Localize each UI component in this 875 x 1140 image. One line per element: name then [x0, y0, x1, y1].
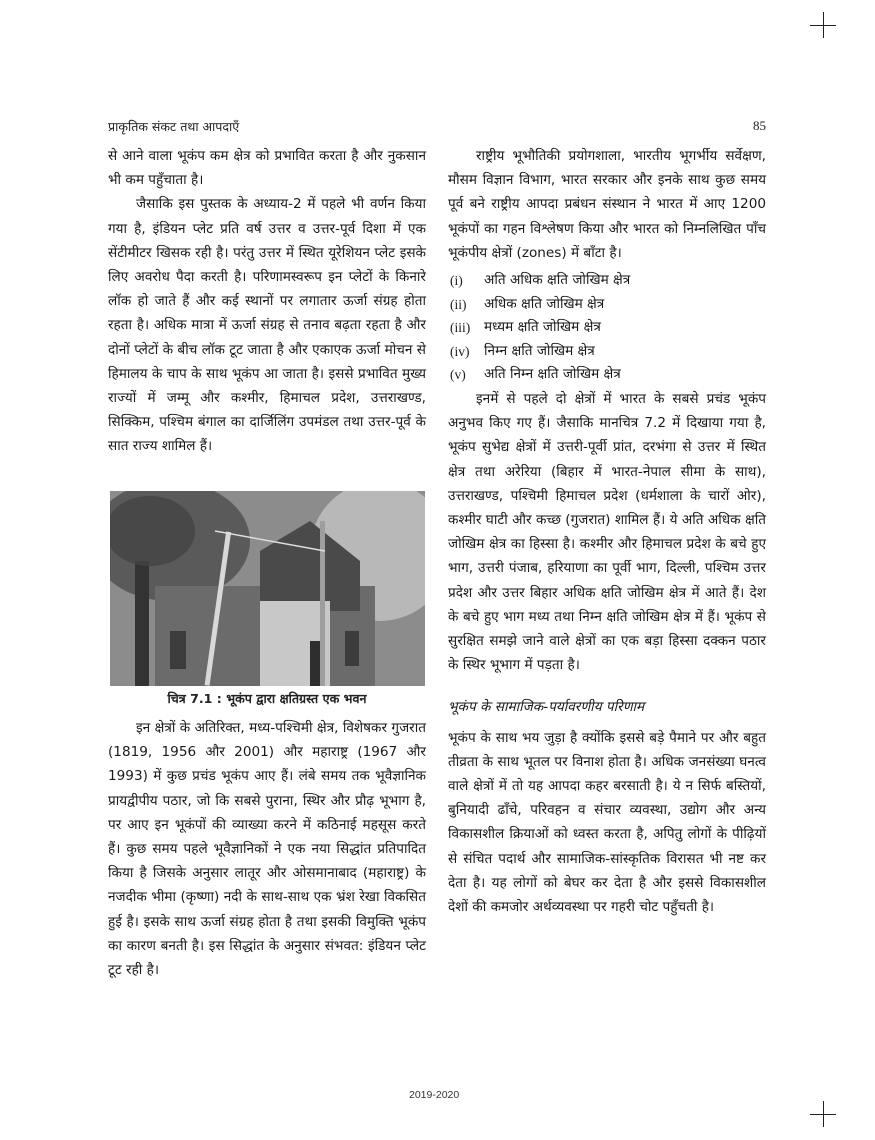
zone-item — [448, 340, 766, 364]
zone-number: (iii) — [450, 320, 471, 336]
crop-mark-bottom-right — [810, 1101, 838, 1129]
damaged-building-image — [110, 491, 425, 686]
crop-mark-top-right — [810, 12, 838, 40]
zone-label: अति निम्न क्षति जोखिम क्षेत्र — [484, 366, 621, 383]
zone-item — [448, 316, 766, 340]
zone-number: (v) — [450, 367, 466, 383]
right-paragraph-3: भूकंप के साथ भय जुड़ा है क्योंकि इससे बड़े पैमाने पर और बहुत तीव्रता के साथ भूतल पर विनाश होता है। अधिक जनसंख्या घनत्व वाले क्षेत्रों में तो यह आपदा कहर बरसाती है। ये न सिर्फ बस्तियों, बुनियादी ढाँचे, परिवहन व संचार व्यवस्था, उद्योग और अन्य विकासशील क्रियाओं को ध्वस्त करता है, अपितु लोगों के पीढ़ियों से संचित पदार्थ और सामाजिक-सांस्कृतिक विरासत भी नष्ट कर देता है। यह लोगों को बेघर कर देता है और इससे विकासशील देशों की कमजोर अर्थव्यवस्था पर गहरी चोट पहुँचती है। — [448, 729, 766, 916]
right-paragraph-1: राष्ट्रीय भूभौतिकी प्रयोगशाला, भारतीय भूगर्भीय सर्वेक्षण, मौसम विज्ञान विभाग, भारत सरकार और इनके साथ कुछ समय पूर्व बने राष्ट्रीय आपदा प्रबंधन संस्थान ने भारत में आए 1200 भूकंपों का गहन विश्लेषण किया और भारत को निम्नलिखित पाँच भूकंपीय क्षेत्रों (zones) में बाँटा है। — [448, 148, 766, 261]
section-heading: भूकंप के सामाजिक-पर्यावरणीय परिणाम — [448, 699, 645, 716]
zone-number: (iv) — [450, 343, 470, 359]
zone-item — [448, 269, 766, 293]
zone-label: निम्न क्षति जोखिम क्षेत्र — [484, 342, 595, 359]
page-number: 85 — [753, 118, 766, 133]
left-paragraph-1: से आने वाला भूकंप कम क्षेत्र को प्रभावित करता है और नुकसान भी कम पहुँचाता है। — [108, 148, 426, 189]
right-column — [448, 144, 766, 919]
zone-label: मध्यम क्षति जोखिम क्षेत्र — [484, 319, 601, 336]
right-paragraph-2: इनमें से पहले दो क्षेत्रों में भारत के सबसे प्रचंड भूकंप अनुभव किए गए हैं। जैसाकि मानचित्र 7.2 में दिखाया गया है, भूकंप सुभेद्य क्षेत्रों में उत्तरी-पूर्वी प्रांत, दरभंगा से उत्तर में स्थित क्षेत्र तथा अरेरिया (बिहार में भारत-नेपाल सीमा के साथ), उत्तराखण्ड, पश्चिमी हिमाचल प्रदेश (धर्मशाला के चारों ओर), कश्मीर घाटी और कच्छ (गुजरात) शामिल हैं। ये अति अधिक क्षति जोखिम क्षेत्र का हिस्सा है। कश्मीर और हिमाचल प्रदेश के बचे हुए भाग, उत्तरी पंजाब, हरियाणा का पूर्वी भाग, दिल्ली, पश्चिम उत्तर प्रदेश और उत्तर बिहार अधिक क्षति जोखिम क्षेत्र में आते हैं। देश के बचे हुए भाग मध्य तथा निम्न क्षति जोखिम क्षेत्र में हैं। भूकंप से सुरक्षित समझे जाने वाले क्षेत्रों का एक बड़ा हिस्सा दक्कन पठार के स्थिर भूभाग में पड़ता है। — [448, 390, 766, 674]
left-paragraph-2: जैसाकि इस पुस्तक के अध्याय-2 में पहले भी वर्णन किया गया है, इंडियन प्लेट प्रति वर्ष उत्तर व उत्तर-पूर्व दिशा में एक सेंटीमीटर खिसक रही है। परंतु उत्तर में स्थित यूरेशियन प्लेट इसके लिए अवरोध पैदा करती है। परिणामस्वरूप इन प्लेटों के किनारे लॉक हो जाते हैं और कई स्थानों पर लगातार ऊर्जा संग्रह होता रहता है। अधिक मात्रा में ऊर्जा संग्रह से तनाव बढ़ता रहता है और दोनों प्लेटों के बीच लॉक टूट जाता है और एकाएक ऊर्जा मोचन से हिमालय के चाप के साथ भूकंप आ जाता है। इससे प्रभावित मुख्य राज्यों में जम्मू और कश्मीर, हिमाचल प्रदेश, उत्तराखण्ड, सिक्किम, पश्चिम बंगाल का दार्जिलिंग उपमंडल तथा उत्तर-पूर्व के सात राज्य शामिल हैं। — [108, 196, 426, 455]
figure-damaged-building-photo — [110, 491, 425, 686]
zone-number: (ii) — [450, 296, 467, 312]
zone-label: अधिक क्षति जोखिम क्षेत्र — [484, 295, 605, 312]
left-column-bottom — [108, 716, 426, 982]
left-column-top — [108, 144, 426, 459]
zone-label: अति अधिक क्षति जोखिम क्षेत्र — [484, 272, 631, 289]
left-paragraph-3: इन क्षेत्रों के अतिरिक्त, मध्य-पश्चिमी क्षेत्र, विशेषकर गुजरात (1819, 1956 और 2001) और महाराष्ट्र (1967 और 1993) में कुछ प्रचंड भूकंप आए हैं। लंबे समय तक भूवैज्ञानिक प्रायद्वीपीय पठार, जो कि सबसे पुराना, स्थिर और प्रौढ़ भूभाग है, पर आए इन भूकंपों की व्याख्या करने में कठिनाई महसूस करते हैं। कुछ समय पहले भूवैज्ञानिकों ने एक नया सिद्धांत प्रतिपादित किया है जिसके अनुसार लातूर और ओसमानाबाद (महाराष्ट्र) के नजदीक भीमा (कृष्णा) नदी के साथ-साथ एक भ्रंश रेखा विकसित हुई है। इसके साथ ऊर्जा संग्रह होता है तथा इसकी विमुक्ति भूकंप का कारण बनती है। इस सिद्धांत के अनुसार संभवत: इंडियन प्लेट टूट रही है। — [108, 720, 426, 979]
zone-item — [448, 293, 766, 317]
zone-number: (i) — [450, 273, 463, 289]
seismic-zones-list — [448, 269, 766, 387]
footer-year: 2019-2020 — [409, 1089, 460, 1101]
running-title: प्राकृतिक संकट तथा आपदाएँ — [108, 119, 240, 134]
zone-item — [448, 363, 766, 387]
figure-caption: चित्र 7.1 : भूकंप द्वारा क्षतिग्रस्त एक भवन — [167, 691, 367, 706]
